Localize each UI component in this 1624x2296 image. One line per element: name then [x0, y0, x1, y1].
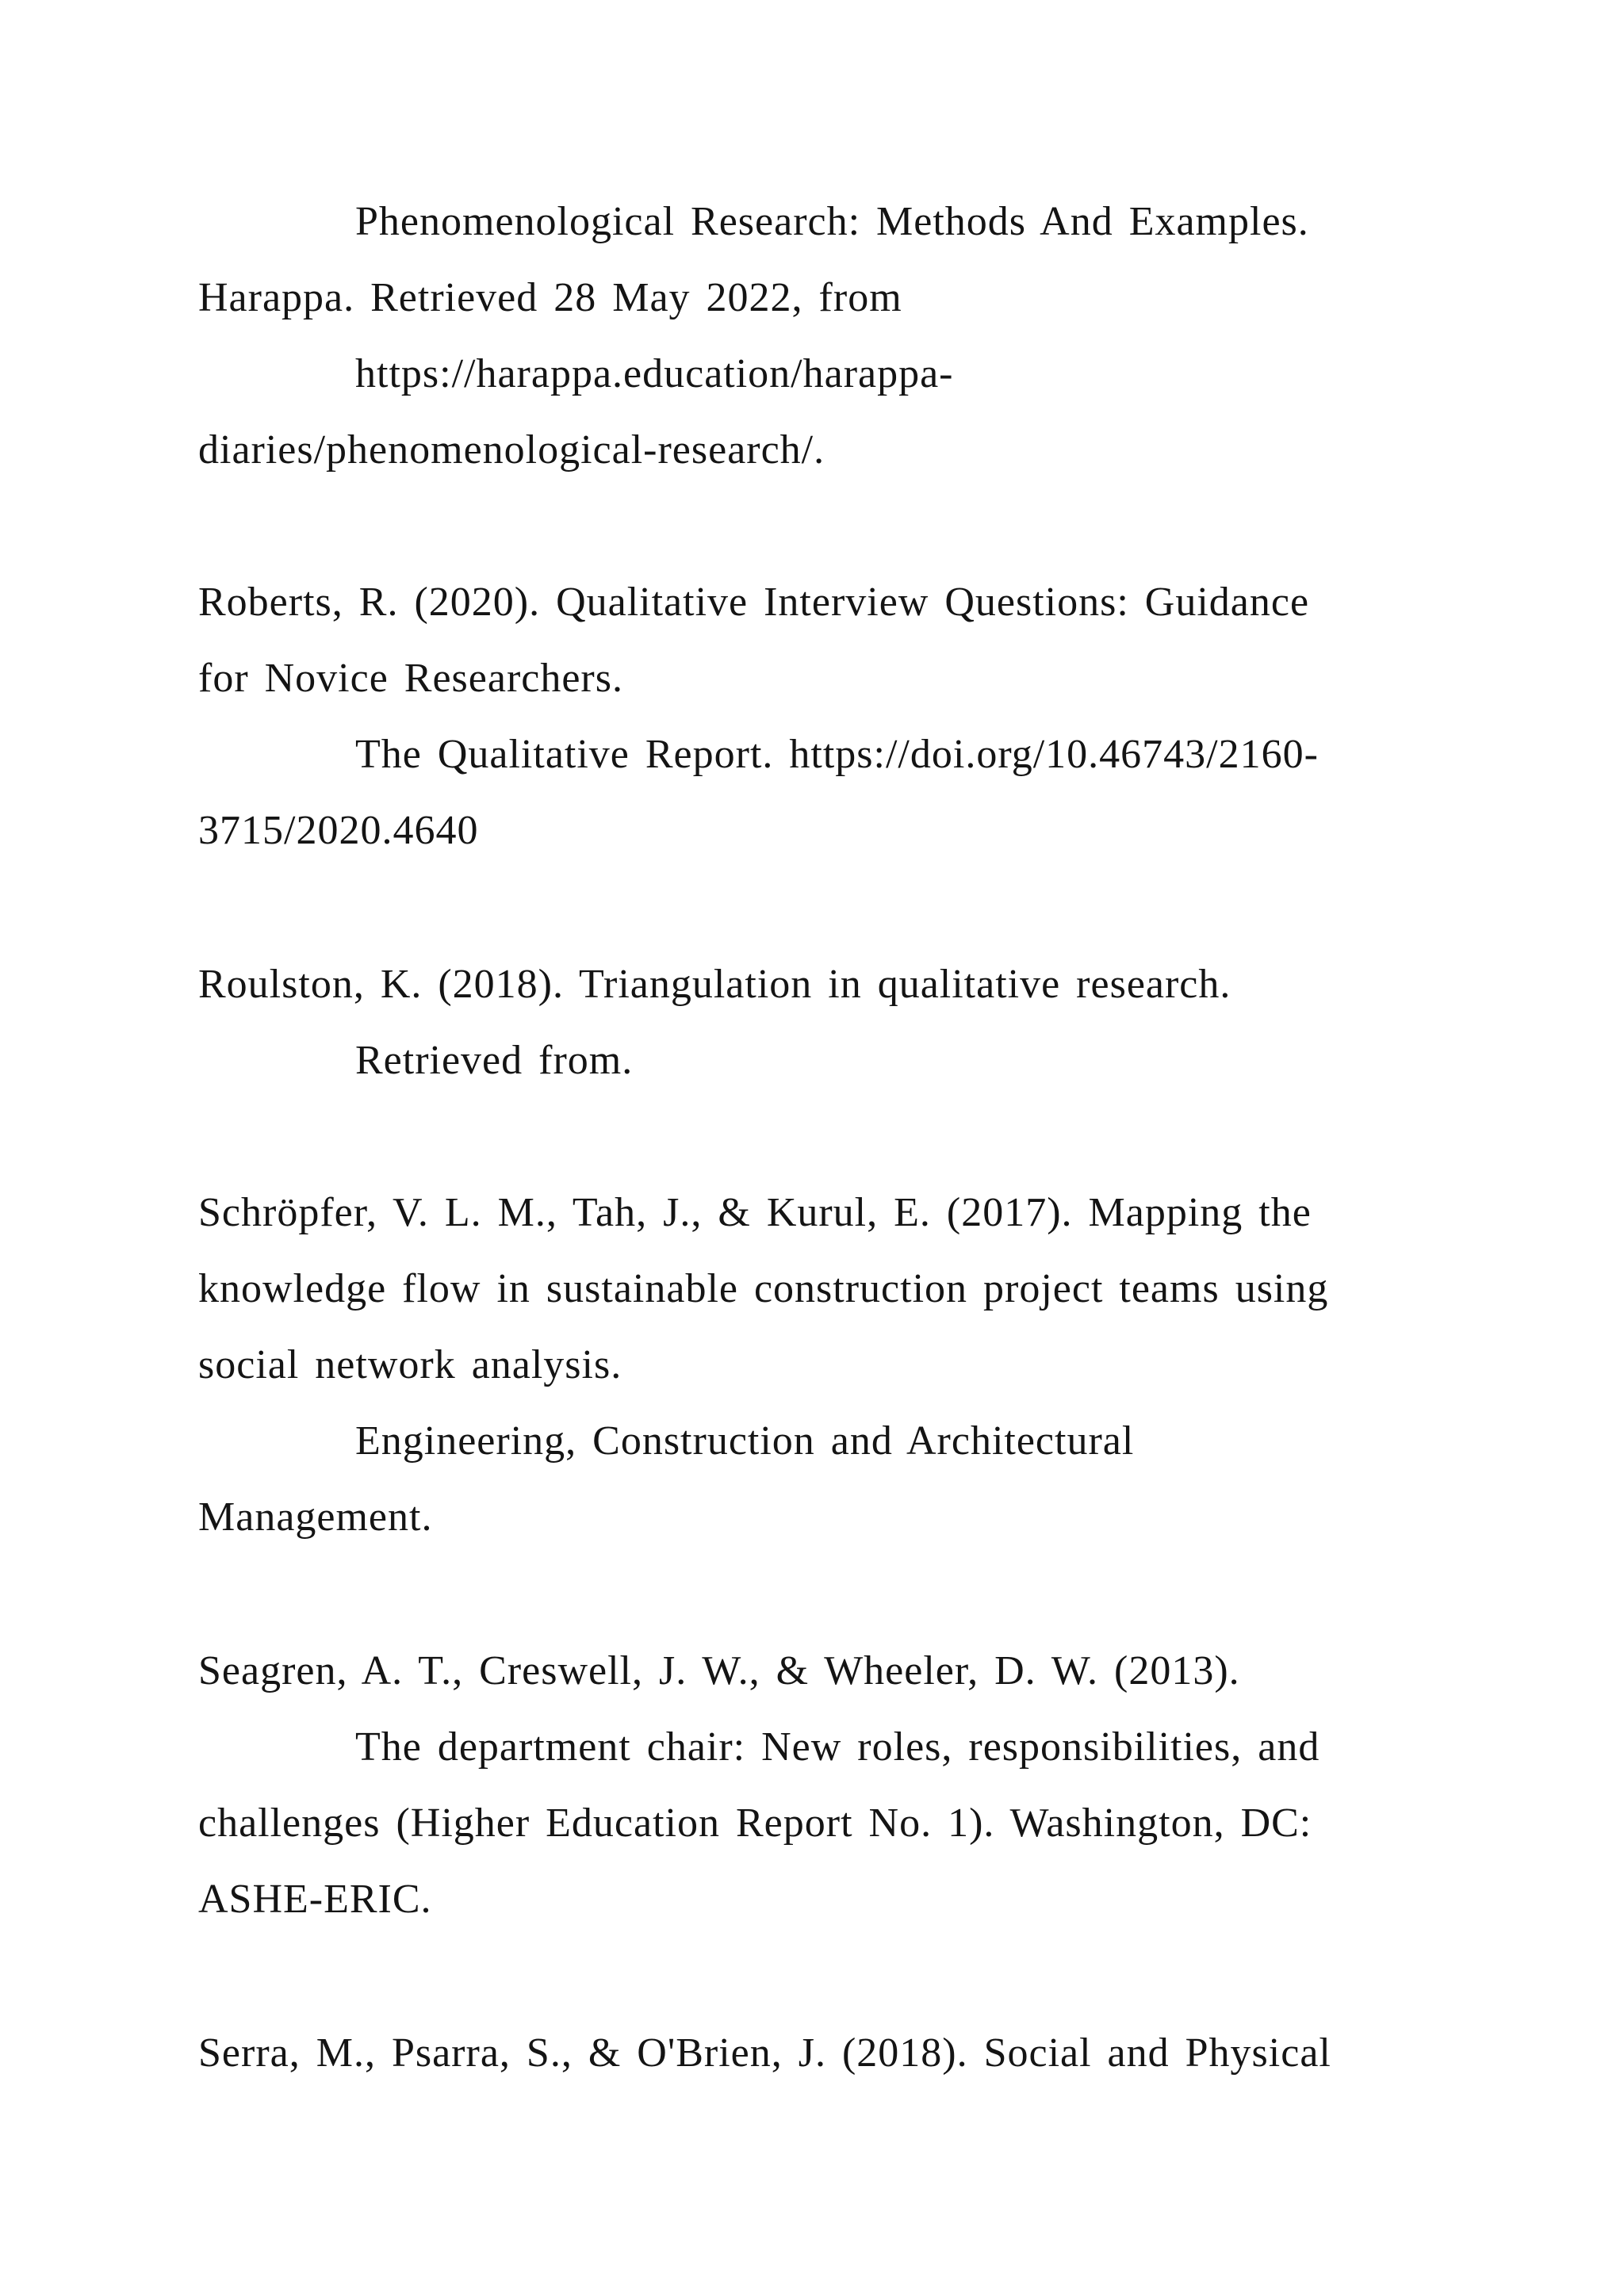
- reference-line: Seagren, A. T., Creswell, J. W., & Wheeler, D. W. (2013).: [198, 1648, 1240, 1693]
- reference-line: Roberts, R. (2020). Qualitative Interview Questions: Guidance: [198, 580, 1310, 625]
- reference-line: Engineering, Construction and Architectural: [355, 1418, 1135, 1464]
- reference-line: Roulston, K. (2018). Triangulation in qualitative research.: [198, 962, 1231, 1007]
- reference-line: knowledge flow in sustainable construction project teams using: [198, 1266, 1329, 1311]
- reference-line: The Qualitative Report. https://doi.org/10.46743/2160-: [355, 732, 1319, 777]
- reference-line: Schröpfer, V. L. M., Tah, J., & Kurul, E. (2017). Mapping the: [198, 1190, 1312, 1235]
- reference-line: Retrieved from.: [355, 1038, 634, 1083]
- reference-link: diaries/phenomenological-research/.: [198, 427, 825, 473]
- reference-link: https://harappa.education/harappa-: [355, 351, 954, 396]
- reference-line: social network analysis.: [198, 1342, 622, 1387]
- reference-line: Phenomenological Research: Methods And Examples.: [355, 199, 1309, 244]
- reference-line: challenges (Higher Education Report No. 1). Washington, DC:: [198, 1800, 1312, 1846]
- reference-line: Management.: [198, 1494, 433, 1540]
- reference-line: ASHE-ERIC.: [198, 1877, 432, 1922]
- reference-line: 3715/2020.4640: [198, 808, 479, 853]
- reference-line: Serra, M., Psarra, S., & O'Brien, J. (2018). Social and Physical: [198, 2030, 1331, 2076]
- reference-line: for Novice Researchers.: [198, 656, 623, 701]
- reference-line: Harappa. Retrieved 28 May 2022, from: [198, 275, 902, 320]
- reference-line: The department chair: New roles, responsibilities, and: [355, 1724, 1320, 1770]
